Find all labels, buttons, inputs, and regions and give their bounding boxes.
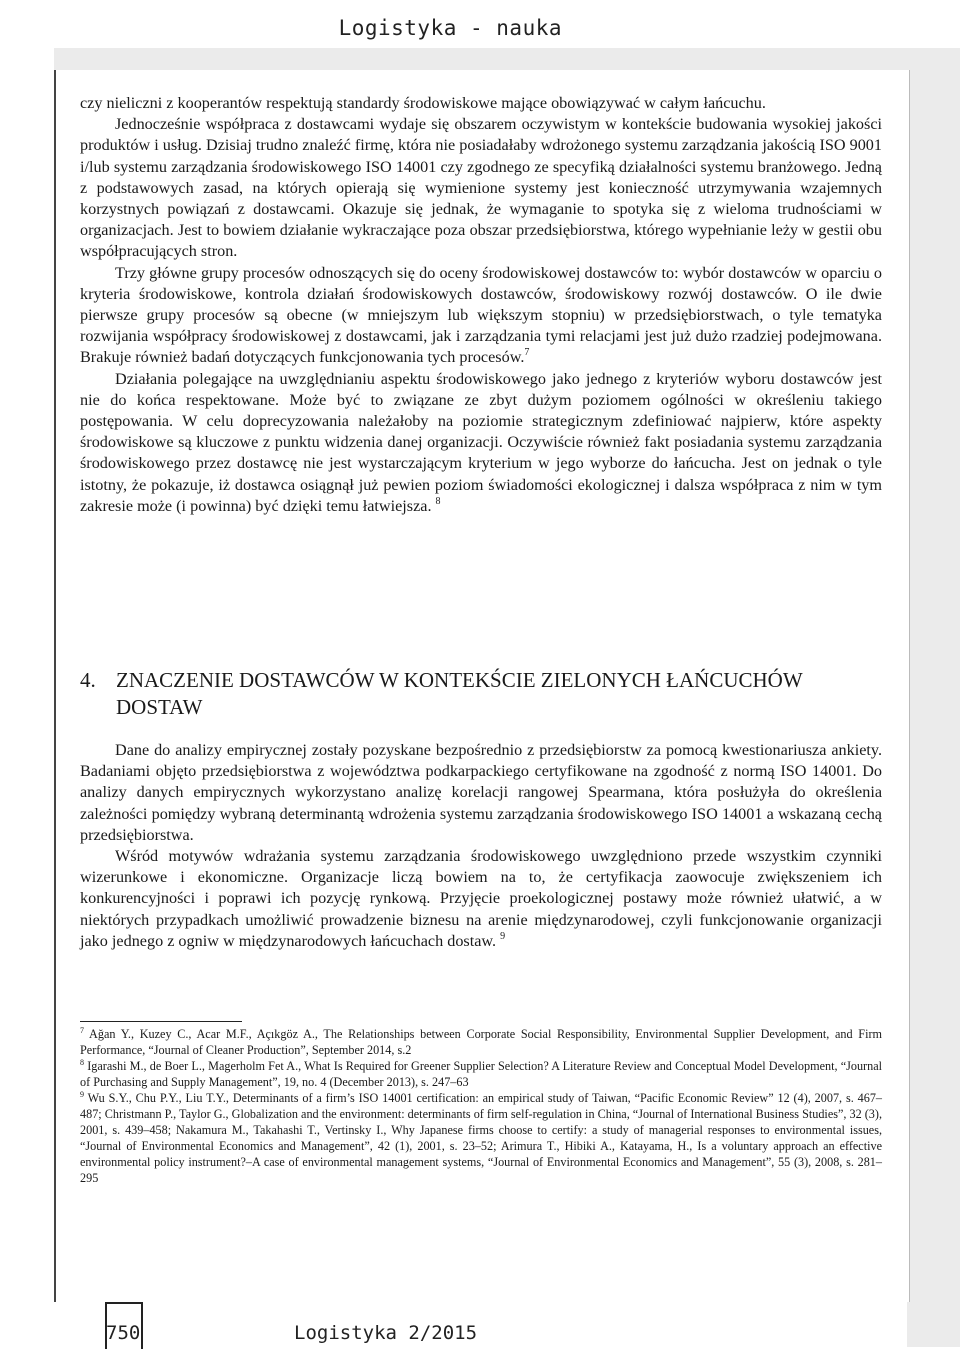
main-text	[80, 93, 882, 517]
footnote-text: Igarashi M., de Boer L., Magerholm Fet A., What Is Required for Greener Supplier Selection? A Literature Review and Conceptual Model Development, “Journal of Purchasing and Supply Management”, 19, no. 4 (December 2013), s. 247–63	[80, 1059, 882, 1089]
paragraph-3-text: Trzy główne grupy procesów odnoszących się do oceny środowiskowej dostawców to: wybór dostawców w oparciu o kryteria środowiskowe, kontrola działań środowiskowych dostawców, środowiskowy rozwój dostawców. O ile dwie pierwsze grupy procesów są obecne (w mniejszym lub większym stopniu) w przedsiębiorstwach, o tyle tematyka rozwijania współpracy środowiskowej z dostawcami, jak i zarządzania tymi relacjami jest już dużo rzadziej podejmowana. Brakuje również badań dotyczących funkcjonowania tych procesów.	[80, 263, 882, 367]
page-number: 750	[106, 1322, 141, 1344]
section-title-line1: ZNACZENIE DOSTAWCÓW W KONTEKŚCIE ZIELONYCH ŁAŃCUCHÓW	[116, 668, 803, 692]
section-heading	[80, 667, 882, 721]
footnotes	[80, 1026, 882, 1186]
paragraph-4-text: Działania polegające na uwzględnianiu aspektu środowiskowego jako jednego z kryteriów wyboru dostawców jest nie do końca respektowane. Może być to związane ze zbyt dużym poziomem ogólności w określeniu takiego postępowania. W celu doprecyzowania należałoby na poziomie strategicznym zdefiniować najpierw, które aspekty środowiskowe są kluczowe z punktu widzenia danej organizacji. Oczywiście również fakt posiadania systemu zarządzania środowiskowego przez dostawcę nie jest wystarczającym kryterium w jego wyborze do łańcucha. Jest on jednak o tyle istotny, że pokazuje, iż dostawca osiągnął już pewien poziom świadomości ekologicznej i dalsza współpraca z nim w tym zakresie może (i powinna) być dzięki temu łatwiejsza.	[80, 369, 882, 515]
footnote-text: Ağan Y., Kuzey C., Acar M.F., Açıkgöz A., The Relationships between Corporate Social Responsibility, Environmental Supplier Development, and Firm Performance, “Journal of Cleaner Production”, September 2014, s.2	[80, 1027, 882, 1057]
footnote-number: 9	[80, 1090, 84, 1099]
paragraph-1: czy nieliczni z kooperantów respektują standardy środowiskowe mające obowiązywać w całym łańcuchu.	[80, 94, 766, 112]
footnote-ref-8[interactable]: 8	[435, 495, 441, 507]
right-gray-band	[907, 48, 960, 1347]
footnote-9	[80, 1090, 882, 1186]
running-header-title: Logistyka - nauka	[338, 16, 562, 40]
section-paragraph-1: Dane do analizy empirycznej zostały pozyskane bezpośrednio z przedsiębiorstw za pomocą kwestionariusza ankiety. Badaniami objęto przedsiębiorstwa z województwa podkarpackiego certyfikowane na zgodność z normą ISO 14001. Do analizy danych empirycznych wykorzystano analizę korelacji rangowej Spearmana, która posłużyła do określenia zależności pomiędzy wybraną determinantą wdrożenia systemu zarządzania środowiskowego ISO 14001 a wskazaną cechą przedsiębiorstwa.	[80, 741, 882, 844]
footnote-number: 8	[80, 1058, 84, 1067]
footer-journal-title: Logistyka 2/2015	[294, 1322, 478, 1344]
footnote-ref-7[interactable]: 7	[524, 347, 530, 359]
footnote-7	[80, 1026, 882, 1058]
section-text	[80, 740, 882, 952]
footnote-number: 7	[80, 1026, 84, 1035]
footnote-8	[80, 1058, 882, 1090]
section-paragraph-2	[80, 846, 882, 952]
top-gray-band	[54, 48, 960, 70]
section-paragraph-2-text: Wśród motywów wdrażania systemu zarządzania środowiskowego uwzględniono przede wszystkim czynniki wizerunkowe i ekonomiczne. Organizacje liczą bowiem na to, że certyfikacja zaowocuje zwiększeniem ich konkurencyjności i poprawi ich pozycję rynkową. Przyjęcie proekologicznej postawy może również ułatwić, a w niektórych przypadkach umożliwić prowadzenie biznesu na arenie międzynarodowej, czyli funkcjonowanie organizacji jako jednego z ogniw w międzynarodowych łańcuchach dostaw.	[80, 847, 882, 950]
footnote-separator	[80, 1021, 242, 1022]
section-title-line2: DOSTAW	[116, 695, 203, 719]
footnote-text: Wu S.Y., Chu P.Y., Liu T.Y., Determinants of a firm’s ISO 14001 certification: an empirical study of Taiwan, “Pacific Economic Review” 12 (4), 2007, s. 467–487; Christmann P., Taylor G., Globalization and the environment: determinants of firm self-regulation in China, “Journal of International Business Studies”, 32 (3), 2001, s. 439–458; Nakamura M., Takahashi T., Vertinsky I., Why Japanese firms choose to certify: a study of managerial responses to environmental issues, “Journal of Environmental Economics and Management”, 42 (1), 2001, s. 23–52; Arimura T., Hibiki A., Katayama, H., Is a voluntary approach an effective environmental policy instrument?–A case of environmental management systems, “Journal of Environmental Economics and Management”, 55 (3), 2008, s. 281–295	[80, 1091, 883, 1185]
paragraph-4	[80, 369, 882, 517]
footnote-ref-9[interactable]: 9	[500, 930, 506, 942]
paragraph-3	[80, 263, 882, 369]
section-number: 4.	[80, 668, 96, 692]
paragraph-2: Jednocześnie współpraca z dostawcami wydaje się obszarem oczywistym w kontekście budowania wysokiej jakości produktów i usług. Dzisiaj trudno znaleźć firmę, która nie posiadałaby wdrożonego systemu zarządzania jakością ISO 9001 i/lub systemu zarządzania środowiskowego ISO 14001 czy zgodnego ze specyfiką działalności systemu branżowego. Jedną z podstawowych zasad, na których opierają się wymienione systemy jest konieczność utrzymywania wzajemnych korzystnych powiązań z dostawcami. Okazuje się jednak, że wymaganie to spotyka się z wieloma trudnościami w organizacjach. Jest to bowiem działanie wykraczające poza obszar przedsiębiorstwa, którego wypełnianie leży w gestii obu współpracujących stron.	[80, 115, 882, 261]
